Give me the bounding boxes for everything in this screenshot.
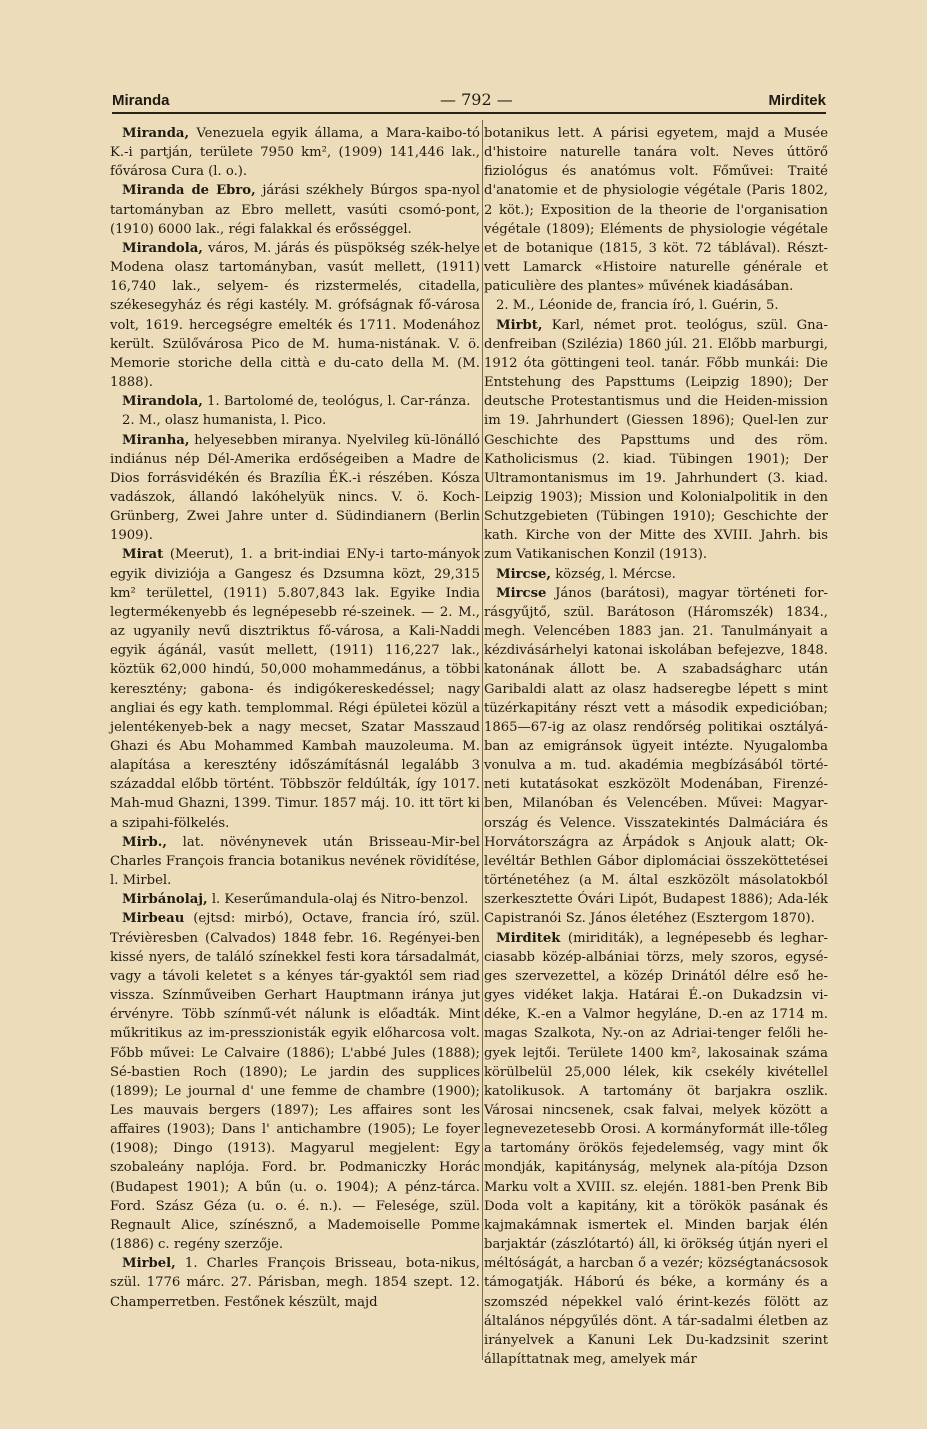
entry-headword: Mircse, xyxy=(496,566,551,582)
entry-headword: Mirbel, xyxy=(122,1256,176,1272)
entry xyxy=(110,431,480,546)
entry xyxy=(110,181,480,238)
entry-text: járási székhely Búrgos spa-nyol tartományban az Ebro mellett, vasúti csomó-pont, (1910) 6000 lak., régi falakkal és erősséggel. xyxy=(110,183,480,237)
right-column xyxy=(484,124,828,1369)
entry-headword: Mirbt, xyxy=(496,317,543,333)
entry xyxy=(110,909,480,1254)
left-column xyxy=(110,124,480,1312)
entry-text: 1. Bartolomé de, teológus, l. Car-ránza. xyxy=(202,394,471,410)
entry-text: (mirid​iták), a legnépesebb és leghar-ciasabb közép-albániai törzs, mely szoros, egysé-ges szervezettel, a közép Drinától délre eső he-gyes vidéket lakja. Határai É.-on Dukadzsin vi-déke, K.-en a Valmor hegyláne, D.-en az 1714 m. magas Szalkota, Ny.-on az Adriai-tenger felőli he-gyek lejtői. Területe 1400 km², lakosainak száma körülbelül 25,000 lélek, kik csekély kivétellel katolikusok. A tartomány öt barjakra oszlik. Városai nincsenek, csak falvai, melyek között a legnevezetesebb Orosi. A kormányformát ille-tőleg a tartomány örökös fejedelemség, vagy mint ők mondják, kapitányság, melynek ala-pítója Dzson Marku volt a XVIII. sz. elején. 1881-ben Prenk Bib Doda volt a kapitány, kit a törökök pasának és kajmakámnak ismertek el. Minden barjak élén barjaktár (zászlótartó) áll, ki örökség útján nyeri el méltóságát, a harcban ő a vezér; községtanácsosok támogatják. Háború és béke, a kormány és a szomszéd népekkel való érint-kezés fölött az általános népgyűlés dönt. A tár-sadalmi életben az irányelvek a Kanuni Lek Du-kadzsinit szerint állapíttatnak meg, amelyek már xyxy=(484,930,828,1367)
entry-text: város, M. járás és püspökség szék-helye Modena olasz tartományban, vasút mellett, (1911) 16,740 lak., selyem- és rizstermelés, citadella, székesegyház és régi kastély. M. grófságnak fő-városa volt, 1619. hercegségre emelték és 1711. Modenához került. Szülővárosa Pico de M. huma-nistának. V. ö. Memorie storiche della città e du-cato della M. (M. 1888). xyxy=(110,240,480,391)
entry-headword: Mirbeau xyxy=(122,911,185,927)
entry xyxy=(484,584,828,929)
entry-text: l. Keserűmandula-olaj és Nitro-benzol. xyxy=(207,892,469,908)
entry xyxy=(110,890,480,909)
entry-text: 2. M., Léonide de, francia író, l. Guérin, 5. xyxy=(496,298,779,314)
entry-text: 2. M., olasz humanista, l. Pico. xyxy=(122,413,327,429)
entry-headword: Mirbánolaj, xyxy=(122,892,208,908)
page-number: — 792 — xyxy=(440,90,513,109)
entry-text: 1. Charles François Brisseau, bota-nikus, szül. 1776 márc. 27. Párisban, megh. 1854 szept. 12. Champerretben. Festőnek készült, majd xyxy=(110,1256,480,1310)
entry-text: (Meerut), 1. a brit-indiai ENy-i tarto-mányok egyik diviziója a Gangesz és Dzsumna közt, 29,315 km² területtel, (1911) 5.807,843 lak. Egyike India legtermékenyebb és legnépesebb ré-szeinek. — 2. M., az ugyanily nevű disztriktus fő-városa, a Kali-Naddi egyik ágánál, vasút mellett, (1911) 116,227 lak., köztük 62,000 hindú, 50,000 mohammedánus, a többi keresztény; gabona- és indigókereskedéssel; nagy angliai és egy kath. templommal. Régi épületei közül a jelentékenyeb-bek a nagy mecset, Szatar Masszaud Ghazi és Abu Mohammed Kambah mauzoleuma. M. alapítása a keresztény időszámításnál legalább 3 századdal előbb történt. Többször feldúlták, így 1017. Mah-mud Ghazni, 1399. Timur. 1857 máj. 10. itt tört ki a szipahi-fölkelés. xyxy=(110,547,480,831)
page-header xyxy=(112,88,826,112)
entry-text: lat. növénynevek után Brisseau-Mir-bel Charles François francia botanikus nevének rövidítése, l. Mirbel. xyxy=(110,834,480,889)
header-rule xyxy=(112,112,826,114)
entry xyxy=(110,1254,480,1311)
header-right-keyword: Mirditek xyxy=(768,92,826,109)
entry-headword: Mirandola, xyxy=(122,394,203,410)
entry-text: János (barátosi), magyar történeti for-rásgyűjtő, szül. Barátoson (Háromszék) 1834., megh. Velencében 1883 jan. 21. Tanulmányait a kézdivásárhelyi katonai iskolában befejezve, 1848. katonának állott be. A szabadságharc után Garibaldi alatt az olasz hadseregbe lépett s mint tüzérkapitány részt vett a második expedicióban; 1865—67-ig az olasz rendőrség politikai osztályá-ban az emigránsok ügyeit intézte. Nyugalomba vonulva a m. tud. akadémia megbízásából törté-neti kutatásokat eszközölt Modenában, Firenzé-ben, Milanóban és Velencében. Művei: Magyar-ország és Velence. Visszatekintés Dalmáciára és Horvátországra az Árpádok s Anjouk alatt; Ok-levéltár Bethlen Gábor diplomáciai összeköttetései történetéhez (a M. által eszközölt másolatokból szerkesztette Óvári Lipót, Budapest 1886); Ada-lék Capistranói Sz. János életéhez (Esztergom 1870). xyxy=(484,585,828,927)
entry-headword: Miranda de Ebro, xyxy=(122,183,256,199)
entry-headword: Mircse xyxy=(496,585,547,601)
entry-text: (ejtsd: mirbó), Octave, francia író, szül. Trévièresben (Calvados) 1848 febr. 16. Regényei-ben kissé nyers, de találó színekkel festi kora társadalmát, vagy a távoli keletet s a kényes tár-gyaktól sem riad vissza. Színműveiben Gerhart Hauptmann iránya jut érvényre. Több színmű-vét nálunk is előadták. Mint műkritikus az im-presszionisták egyik előharcosa volt. Főbb művei: Le Calvaire (1886); L'abbé Jules (1888); Sé-bastien Roch (1890); Le jardin des supplices (1899); Le journal d' une femme de chambre (1900); Les mauvais bergers (1897); Les affaires sont les affaires (1903); Dans l' antichambre (1905); Le foyer (1908); Dingo (1913). Magyarul megjelent: Egy szobaleány naplója. Ford. br. Podmaniczky Horác (Budapest 1901); A bűn (u. o. 1904); A pénz-tárca. Ford. Szász Géza (u. o. é. n.). — Felesége, szül. Regnault Alice, színésznő, a Mademoiselle Pomme (1886) c. regény szerzője. xyxy=(110,911,480,1253)
entry-headword: Miranda, xyxy=(122,126,190,141)
entry xyxy=(484,316,828,565)
entry xyxy=(484,565,828,584)
column-divider xyxy=(482,120,483,1360)
entry-headword: Mirditek xyxy=(496,930,561,946)
entry-headword: Mirb., xyxy=(122,834,167,850)
entry-text: Venezuela egyik állama, a Mara-kaibo-tó K.-i partján, területe 7950 km², (1909) 141,446 lak., fővárosa Cura (l. o.). xyxy=(110,126,480,180)
header-left-keyword: Miranda xyxy=(112,92,170,109)
entry-text: botanikus lett. A párisi egyetem, majd a Musée d'histoire naturelle tanára volt. Neves úttörő fiziológus és anatómus volt. Főművei: Traité d'anatomie et de physiologie végétale (Paris 1802, 2 köt.); Exposition de la theorie de l'organisation végétale (1809); Eléments de physiologie végétale et de botanique (1815, 3 köt. 72 táblával). Részt-vett Lamarck «Histoire naturelle générale et paticulière des plantes» művének kiadásában. xyxy=(484,126,828,295)
entry-headword: Mirat xyxy=(122,547,164,563)
entry-text: község, l. Mércse. xyxy=(551,566,676,582)
entry-text: Karl, német prot. teológus, szül. Gna-denfreiban (Szilézia) 1860 júl. 21. Előbb marburgi, 1912 óta göttingeni teol. tanár. Főbb munkái: Die Entstehung des Papsttums (Leipzig 1890); Der deutsche Protestantismus und die Heiden-mission im 19. Jahrhundert (Giessen 1896); Quel-len zur Geschichte des Papsttums und des röm. Katholicismus (2. kiad. Tübingen 1901); Der Ultramontanismus im 19. Jahrhundert (3. kiad. Leipzig 1903); Mission und Kolonialpolitik in den Schutzgebieten (Tübingen 1910); Geschichte der kath. Kirche von der Mitte des XVIII. Jahrh. bis zum Vatikanischen Konzil (1913). xyxy=(484,317,828,563)
entry xyxy=(110,411,480,430)
entry xyxy=(110,392,480,411)
entry xyxy=(110,239,480,392)
entry xyxy=(110,124,480,181)
entry xyxy=(110,833,480,890)
entry xyxy=(484,296,828,315)
entry xyxy=(110,545,480,832)
entry xyxy=(484,124,828,296)
entry xyxy=(484,929,828,1370)
entry-headword: Mirandola, xyxy=(122,240,203,256)
entry-headword: Miranha, xyxy=(122,432,190,448)
entry-text: helyesebben miranya. Nyelvileg kü-lönálló indiánus nép Dél-Amerika erdőségeiben a Madre de Dios forrásvidékén és Brazília ÉK.-i részében. Kósza vadászok, állandó lakóhelyük nincs. V. ö. Koch-Grünberg, Zwei Jahre unter d. Südindianern (Berlin 1909). xyxy=(110,432,480,544)
